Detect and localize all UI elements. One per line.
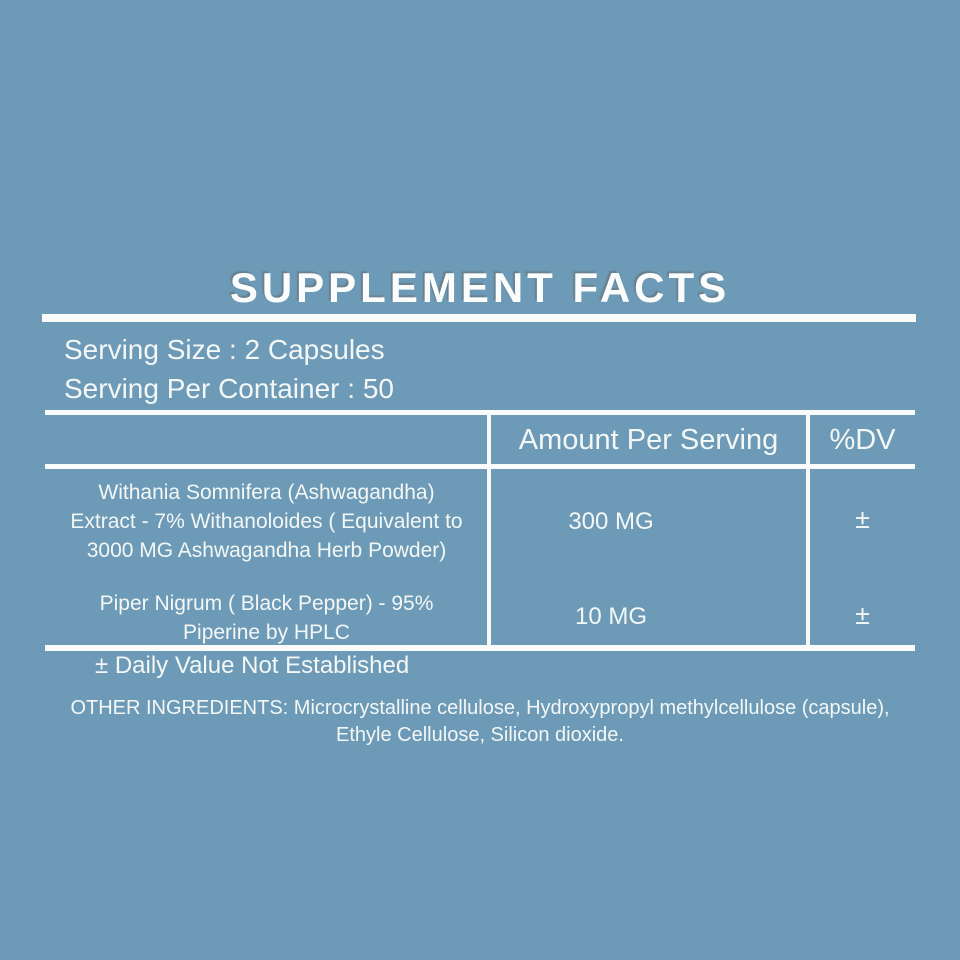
ingredient-line: Piperine by HPLC <box>183 621 350 644</box>
other-ingredients-line: OTHER INGREDIENTS: Microcrystalline cellulose, Hydroxypropyl methylcellulose (capsule), <box>70 697 890 719</box>
amount-value-ashwagandha: 300 MG <box>568 508 654 535</box>
serving-size: Serving Size : 2 Capsules <box>64 334 385 365</box>
column-header-dv: %DV <box>829 424 896 456</box>
dv-value-piper-nigrum: ± <box>855 600 870 630</box>
other-ingredients-line: Ethyle Cellulose, Silicon dioxide. <box>336 724 624 746</box>
column-header-amount-per-serving: Amount Per Serving <box>518 424 779 456</box>
ingredient-line: Extract - 7% Withanoloides ( Equivalent to <box>70 510 463 533</box>
daily-value-footnote: ± Daily Value Not Established <box>95 652 410 679</box>
serving-per-container: Serving Per Container : 50 <box>64 373 394 404</box>
header-separator-rule <box>45 464 915 469</box>
serving-info <box>64 330 394 408</box>
table-row-ingredient-piper-nigrum <box>45 589 488 647</box>
dv-value-ashwagandha: ± <box>855 504 870 534</box>
title-rule <box>42 314 916 322</box>
ingredient-line: 3000 MG Ashwagandha Herb Powder) <box>86 539 447 562</box>
table-top-rule <box>45 410 915 415</box>
amount-value-piper-nigrum: 10 MG <box>574 603 648 630</box>
page-title: SUPPLEMENT FACTS <box>229 264 731 311</box>
ingredient-line: Withania Somnifera (Ashwagandha) <box>98 481 435 504</box>
table-row-ingredient-ashwagandha <box>45 478 488 565</box>
ingredient-line: Piper Nigrum ( Black Pepper) - 95% <box>99 592 434 615</box>
other-ingredients <box>40 695 920 749</box>
